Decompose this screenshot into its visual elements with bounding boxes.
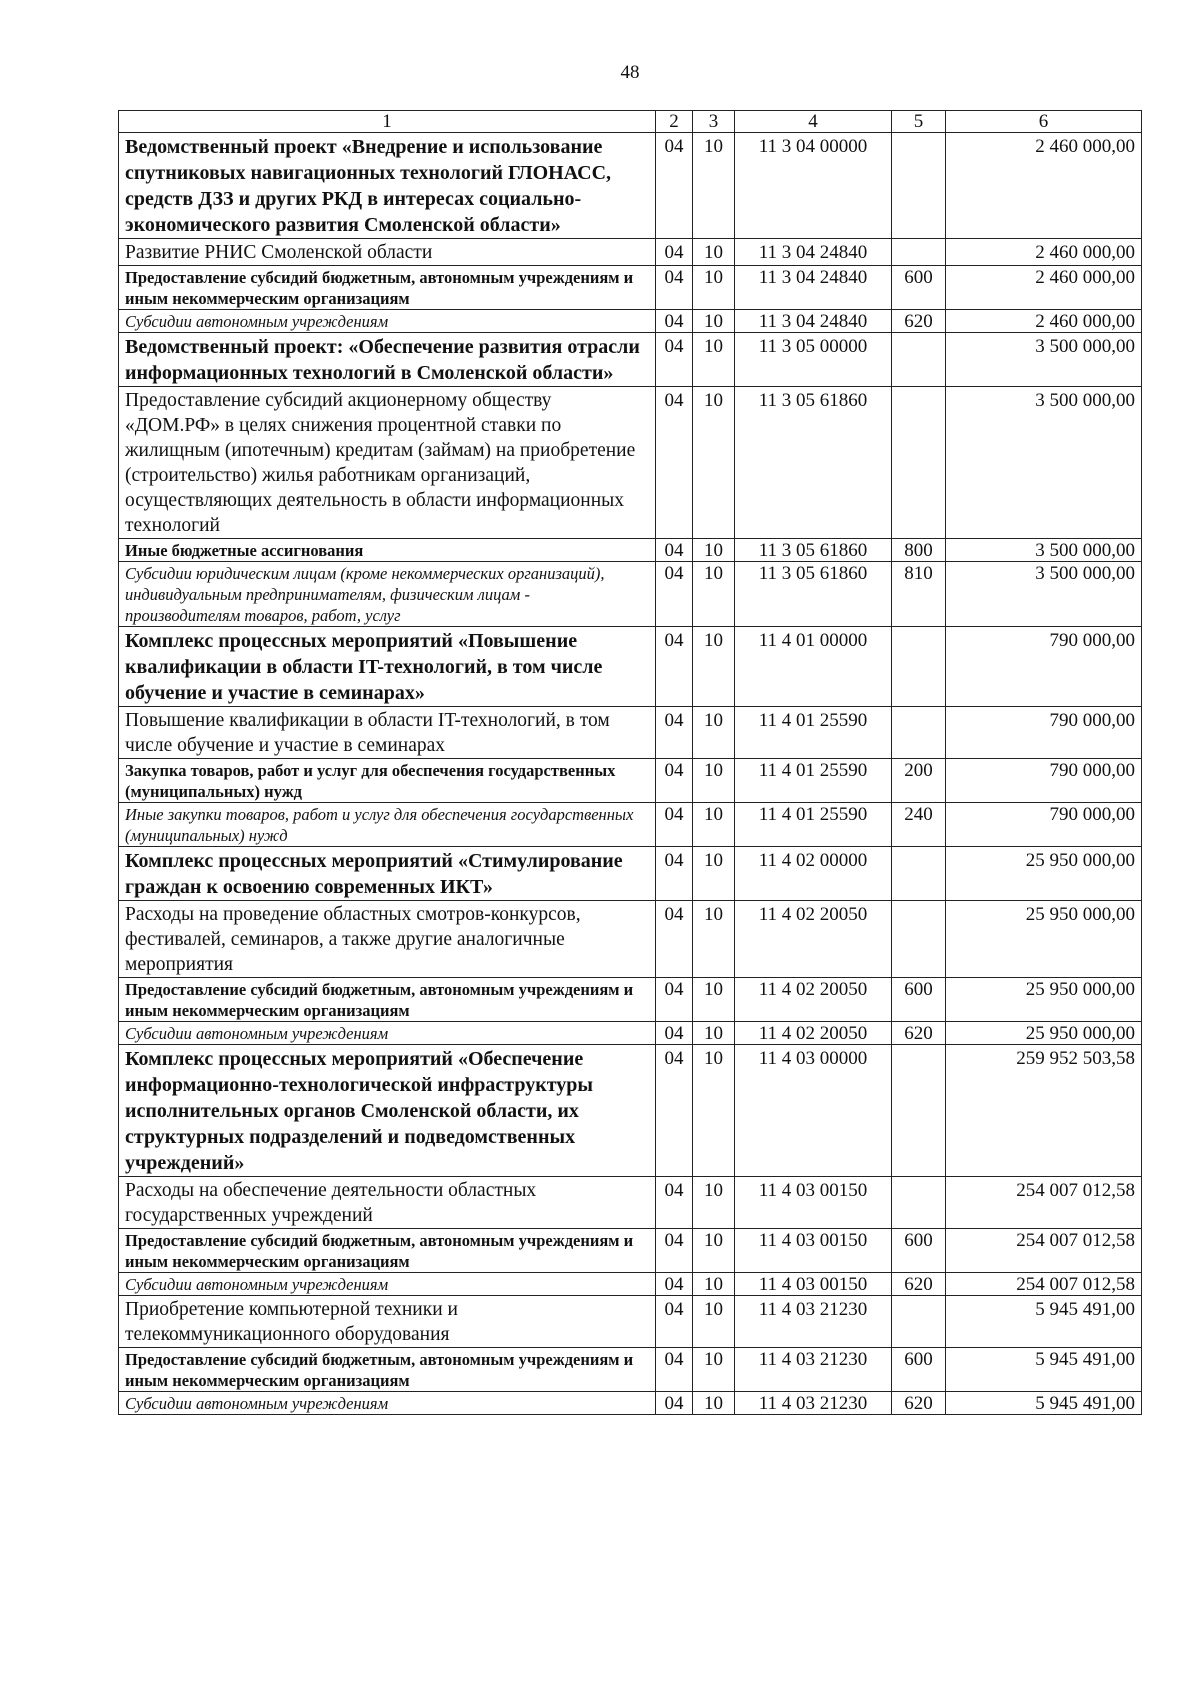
row-amount: 254 007 012,58 [946,1229,1142,1273]
row-code: 11 3 05 61860 [735,539,892,562]
header-row [119,111,1142,133]
row-subsection: 10 [693,562,735,627]
row-section: 04 [656,1045,693,1177]
row-amount: 3 500 000,00 [946,562,1142,627]
row-name: Комплекс процессных мероприятий «Обеспечение информационно-технологической инфраструктуры исполнительных органов Смоленской области, их структурных подразделений и подведомственных учреждений» [119,1045,656,1177]
row-amount: 25 950 000,00 [946,901,1142,978]
row-code: 11 3 04 00000 [735,133,892,239]
row-section: 04 [656,239,693,266]
row-subsection: 10 [693,803,735,847]
row-code: 11 4 03 21230 [735,1392,892,1415]
row-code: 11 4 02 20050 [735,901,892,978]
table-row [119,847,1142,901]
row-amount: 2 460 000,00 [946,266,1142,310]
row-section: 04 [656,847,693,901]
table-row [119,387,1142,539]
row-code: 11 3 05 00000 [735,333,892,387]
row-code: 11 4 01 25590 [735,707,892,759]
row-code: 11 4 03 00150 [735,1177,892,1229]
row-amount: 259 952 503,58 [946,1045,1142,1177]
row-section: 04 [656,1022,693,1045]
row-code: 11 4 01 00000 [735,627,892,707]
table-row [119,266,1142,310]
row-expense-type: 620 [892,1273,946,1296]
row-name: Комплекс процессных мероприятий «Повышение квалификации в области IT-технологий, в том числе обучение и участие в семинарах» [119,627,656,707]
row-name: Закупка товаров, работ и услуг для обеспечения государственных (муниципальных) нужд [119,759,656,803]
header-col-1: 1 [119,111,656,133]
row-code: 11 4 03 00000 [735,1045,892,1177]
row-code: 11 4 02 20050 [735,978,892,1022]
table-row [119,1022,1142,1045]
row-expense-type [892,239,946,266]
row-code: 11 4 01 25590 [735,803,892,847]
row-expense-type [892,1296,946,1348]
row-section: 04 [656,707,693,759]
row-amount: 790 000,00 [946,803,1142,847]
row-expense-type [892,847,946,901]
row-name: Расходы на обеспечение деятельности областных государственных учреждений [119,1177,656,1229]
row-code: 11 3 04 24840 [735,310,892,333]
row-amount: 3 500 000,00 [946,539,1142,562]
row-amount: 254 007 012,58 [946,1273,1142,1296]
row-subsection: 10 [693,133,735,239]
row-amount: 2 460 000,00 [946,310,1142,333]
row-section: 04 [656,133,693,239]
row-name: Предоставление субсидий бюджетным, автономным учреждениям и иным некоммерческим организациям [119,266,656,310]
row-subsection: 10 [693,901,735,978]
row-name: Субсидии автономным учреждениям [119,1273,656,1296]
row-expense-type: 620 [892,310,946,333]
row-name: Расходы на проведение областных смотров-конкурсов, фестивалей, семинаров, а также другие аналогичные мероприятия [119,901,656,978]
row-section: 04 [656,978,693,1022]
row-subsection: 10 [693,627,735,707]
row-code: 11 3 04 24840 [735,266,892,310]
table-row [119,1392,1142,1415]
table-row [119,627,1142,707]
table-row [119,239,1142,266]
header-col-2: 2 [656,111,693,133]
row-amount: 790 000,00 [946,627,1142,707]
row-subsection: 10 [693,1229,735,1273]
row-subsection: 10 [693,387,735,539]
row-subsection: 10 [693,1273,735,1296]
row-amount: 5 945 491,00 [946,1296,1142,1348]
row-name: Повышение квалификации в области IT-технологий, в том числе обучение и участие в семинарах [119,707,656,759]
row-section: 04 [656,627,693,707]
row-subsection: 10 [693,978,735,1022]
table-row [119,539,1142,562]
table-row [119,978,1142,1022]
row-expense-type [892,901,946,978]
row-code: 11 3 05 61860 [735,562,892,627]
row-amount: 3 500 000,00 [946,387,1142,539]
header-col-6: 6 [946,111,1142,133]
row-name: Ведомственный проект «Внедрение и использование спутниковых навигационных технологий ГЛОНАСС, средств ДЗЗ и других РКД в интересах социально-экономического развития Смоленской области» [119,133,656,239]
row-name: Иные бюджетные ассигнования [119,539,656,562]
row-name: Ведомственный проект: «Обеспечение развития отрасли информационных технологий в Смоленской области» [119,333,656,387]
table-row [119,707,1142,759]
row-amount: 25 950 000,00 [946,1022,1142,1045]
row-name: Предоставление субсидий бюджетным, автономным учреждениям и иным некоммерческим организациям [119,978,656,1022]
table-row [119,1229,1142,1273]
row-expense-type [892,707,946,759]
header-col-3: 3 [693,111,735,133]
row-section: 04 [656,759,693,803]
row-subsection: 10 [693,333,735,387]
row-name: Субсидии автономным учреждениям [119,1392,656,1415]
row-expense-type: 800 [892,539,946,562]
row-name: Субсидии автономным учреждениям [119,310,656,333]
row-section: 04 [656,539,693,562]
table-row [119,1177,1142,1229]
row-expense-type: 600 [892,266,946,310]
row-subsection: 10 [693,539,735,562]
row-subsection: 10 [693,1296,735,1348]
row-section: 04 [656,1229,693,1273]
row-code: 11 4 03 00150 [735,1273,892,1296]
row-name: Комплекс процессных мероприятий «Стимулирование граждан к освоению современных ИКТ» [119,847,656,901]
row-expense-type: 200 [892,759,946,803]
row-subsection: 10 [693,310,735,333]
row-section: 04 [656,387,693,539]
row-section: 04 [656,1348,693,1392]
row-section: 04 [656,1296,693,1348]
row-name: Приобретение компьютерной техники и телекоммуникационного оборудования [119,1296,656,1348]
row-section: 04 [656,803,693,847]
row-expense-type: 600 [892,978,946,1022]
row-name: Предоставление субсидий акционерному обществу «ДОМ.РФ» в целях снижения процентной ставки по жилищным (ипотечным) кредитам (займам) на приобретение (строительство) жилья работникам организаций, осуществляющих деятельность в области информационных технологий [119,387,656,539]
table-row [119,1045,1142,1177]
row-expense-type [892,627,946,707]
row-amount: 790 000,00 [946,759,1142,803]
row-section: 04 [656,1273,693,1296]
row-code: 11 3 05 61860 [735,387,892,539]
row-subsection: 10 [693,1348,735,1392]
row-name: Предоставление субсидий бюджетным, автономным учреждениям и иным некоммерческим организациям [119,1348,656,1392]
table-row [119,310,1142,333]
header-col-4: 4 [735,111,892,133]
table-row [119,759,1142,803]
row-subsection: 10 [693,266,735,310]
table-row [119,562,1142,627]
row-amount: 790 000,00 [946,707,1142,759]
row-section: 04 [656,333,693,387]
row-amount: 25 950 000,00 [946,978,1142,1022]
row-section: 04 [656,310,693,333]
row-subsection: 10 [693,847,735,901]
row-amount: 3 500 000,00 [946,333,1142,387]
row-expense-type [892,387,946,539]
row-section: 04 [656,266,693,310]
row-section: 04 [656,1177,693,1229]
page-number: 48 [620,62,640,83]
row-expense-type: 620 [892,1392,946,1415]
table-row [119,333,1142,387]
row-subsection: 10 [693,239,735,266]
row-subsection: 10 [693,759,735,803]
row-amount: 5 945 491,00 [946,1392,1142,1415]
row-name: Субсидии юридическим лицам (кроме некоммерческих организаций), индивидуальным предпринимателям, физическим лицам - производителям товаров, работ, услуг [119,562,656,627]
table-row [119,1348,1142,1392]
row-section: 04 [656,562,693,627]
row-code: 11 4 03 21230 [735,1348,892,1392]
row-subsection: 10 [693,707,735,759]
row-name: Субсидии автономным учреждениям [119,1022,656,1045]
row-subsection: 10 [693,1045,735,1177]
table-row [119,803,1142,847]
table-header [119,111,1142,133]
row-code: 11 4 02 20050 [735,1022,892,1045]
row-expense-type: 810 [892,562,946,627]
row-expense-type: 600 [892,1229,946,1273]
row-expense-type: 600 [892,1348,946,1392]
row-subsection: 10 [693,1177,735,1229]
row-amount: 25 950 000,00 [946,847,1142,901]
row-code: 11 4 01 25590 [735,759,892,803]
table-row [119,901,1142,978]
table-body [119,133,1142,1415]
row-name: Развитие РНИС Смоленской области [119,239,656,266]
row-amount: 5 945 491,00 [946,1348,1142,1392]
row-subsection: 10 [693,1022,735,1045]
budget-table [118,110,1142,1415]
row-code: 11 4 02 00000 [735,847,892,901]
table-row [119,1273,1142,1296]
row-expense-type: 240 [892,803,946,847]
row-expense-type [892,133,946,239]
row-expense-type [892,1177,946,1229]
table-row [119,1296,1142,1348]
row-name: Предоставление субсидий бюджетным, автономным учреждениям и иным некоммерческим организациям [119,1229,656,1273]
row-code: 11 4 03 00150 [735,1229,892,1273]
row-subsection: 10 [693,1392,735,1415]
row-amount: 2 460 000,00 [946,133,1142,239]
table-row [119,133,1142,239]
row-expense-type: 620 [892,1022,946,1045]
row-section: 04 [656,901,693,978]
row-section: 04 [656,1392,693,1415]
row-expense-type [892,1045,946,1177]
row-amount: 254 007 012,58 [946,1177,1142,1229]
header-col-5: 5 [892,111,946,133]
row-code: 11 4 03 21230 [735,1296,892,1348]
row-amount: 2 460 000,00 [946,239,1142,266]
row-code: 11 3 04 24840 [735,239,892,266]
row-name: Иные закупки товаров, работ и услуг для обеспечения государственных (муниципальных) нужд [119,803,656,847]
row-expense-type [892,333,946,387]
